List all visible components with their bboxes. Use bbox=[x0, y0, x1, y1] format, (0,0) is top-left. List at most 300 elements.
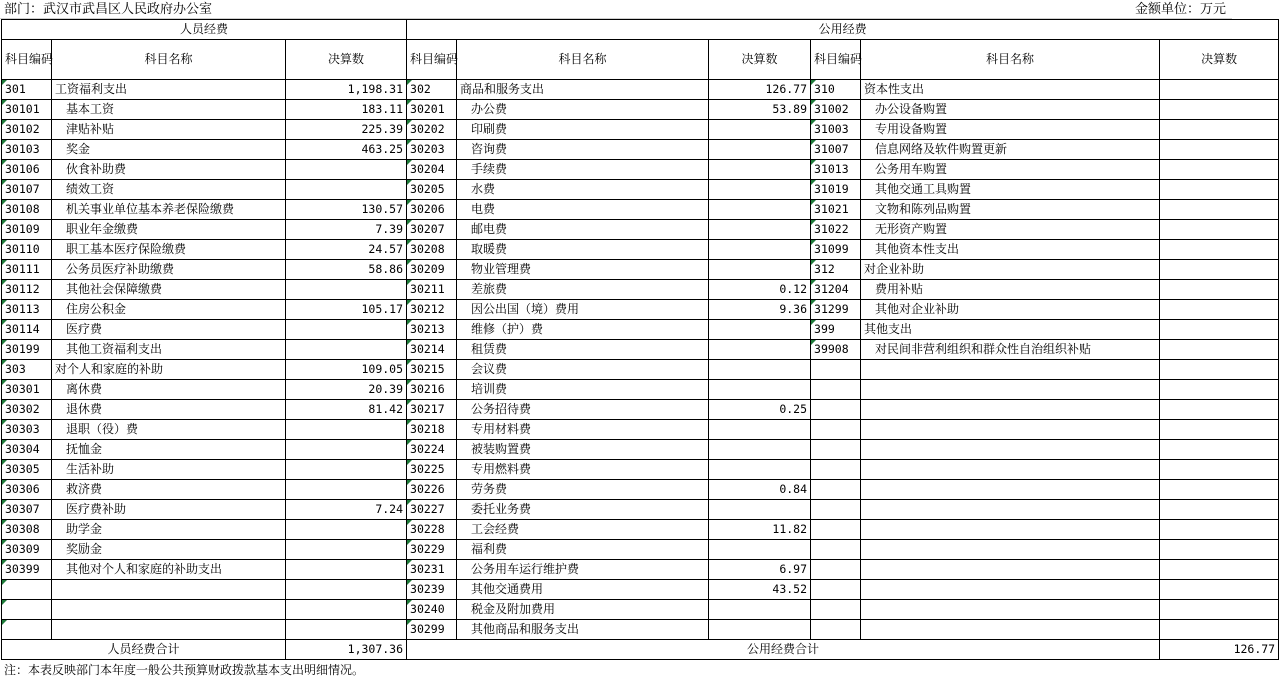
account-name-cell bbox=[52, 600, 286, 620]
amount-cell: 58.86 bbox=[286, 260, 407, 280]
account-code-cell: 31299 bbox=[811, 300, 861, 320]
amount-cell bbox=[1160, 260, 1279, 280]
account-code-cell bbox=[2, 620, 52, 640]
account-code-cell: 30228 bbox=[407, 520, 457, 540]
personnel-total-label: 人员经费合计 bbox=[2, 640, 286, 660]
unit-label: 金额单位：万元 bbox=[1134, 2, 1226, 17]
amount-cell bbox=[709, 440, 811, 460]
table-row bbox=[2, 440, 1279, 460]
table-row bbox=[2, 240, 1279, 260]
account-name-cell: 培训费 bbox=[457, 380, 709, 400]
account-code-cell: 30215 bbox=[407, 360, 457, 380]
amount-cell bbox=[1160, 480, 1279, 500]
account-code-cell: 30302 bbox=[2, 400, 52, 420]
amount-cell bbox=[286, 520, 407, 540]
account-name-cell: 福利费 bbox=[457, 540, 709, 560]
account-code-cell: 30214 bbox=[407, 340, 457, 360]
account-name-cell bbox=[861, 540, 1160, 560]
account-name-cell: 取暖费 bbox=[457, 240, 709, 260]
account-code-cell bbox=[811, 540, 861, 560]
table-row bbox=[2, 120, 1279, 140]
table-row bbox=[2, 260, 1279, 280]
account-code-cell: 30218 bbox=[407, 420, 457, 440]
table-row bbox=[2, 140, 1279, 160]
account-name-cell: 会议费 bbox=[457, 360, 709, 380]
amount-cell: 109.05 bbox=[286, 360, 407, 380]
account-code-cell: 30240 bbox=[407, 600, 457, 620]
amount-cell: 130.57 bbox=[286, 200, 407, 220]
account-name-cell bbox=[861, 380, 1160, 400]
account-name-cell: 医疗费补助 bbox=[52, 500, 286, 520]
account-code-cell bbox=[811, 420, 861, 440]
table-row bbox=[2, 620, 1279, 640]
amount-cell bbox=[1160, 460, 1279, 480]
department-label: 部门：武汉市武昌区人民政府办公室 bbox=[4, 2, 213, 17]
account-code-cell: 30306 bbox=[2, 480, 52, 500]
account-code-cell: 30103 bbox=[2, 140, 52, 160]
account-code-cell bbox=[811, 600, 861, 620]
table-row bbox=[2, 560, 1279, 580]
account-name-cell bbox=[861, 400, 1160, 420]
account-code-cell: 30102 bbox=[2, 120, 52, 140]
account-code-cell: 30226 bbox=[407, 480, 457, 500]
account-name-cell: 其他支出 bbox=[861, 320, 1160, 340]
amount-cell bbox=[709, 260, 811, 280]
account-code-cell bbox=[811, 440, 861, 460]
account-name-cell: 办公设备购置 bbox=[861, 100, 1160, 120]
amount-cell: 43.52 bbox=[709, 580, 811, 600]
amount-cell bbox=[709, 320, 811, 340]
table-row bbox=[2, 520, 1279, 540]
account-name-cell: 退职（役）费 bbox=[52, 420, 286, 440]
account-name-cell: 助学金 bbox=[52, 520, 286, 540]
account-code-cell: 30239 bbox=[407, 580, 457, 600]
account-code-cell: 30225 bbox=[407, 460, 457, 480]
table-row bbox=[2, 500, 1279, 520]
account-code-cell bbox=[811, 480, 861, 500]
account-code-cell: 312 bbox=[811, 260, 861, 280]
col-code-header: 科目编码 bbox=[2, 40, 52, 80]
column-header-row bbox=[2, 40, 1279, 80]
col-name-header: 科目名称 bbox=[457, 40, 709, 80]
account-name-cell: 奖励金 bbox=[52, 540, 286, 560]
account-name-cell bbox=[861, 420, 1160, 440]
account-name-cell bbox=[861, 360, 1160, 380]
account-code-cell: 31099 bbox=[811, 240, 861, 260]
amount-cell bbox=[286, 600, 407, 620]
account-name-cell: 专用燃料费 bbox=[457, 460, 709, 480]
amount-cell bbox=[286, 560, 407, 580]
personnel-total-amount: 1,307.36 bbox=[286, 640, 407, 660]
table-row bbox=[2, 540, 1279, 560]
amount-cell: 463.25 bbox=[286, 140, 407, 160]
account-code-cell: 31019 bbox=[811, 180, 861, 200]
footnote: 注：本表反映部门本年度一般公共预算财政拨款基本支出明细情况。 bbox=[4, 663, 365, 677]
account-code-cell bbox=[811, 460, 861, 480]
account-code-cell: 31007 bbox=[811, 140, 861, 160]
account-code-cell: 30307 bbox=[2, 500, 52, 520]
account-name-cell: 其他商品和服务支出 bbox=[457, 620, 709, 640]
account-code-cell bbox=[811, 380, 861, 400]
amount-cell: 81.42 bbox=[286, 400, 407, 420]
amount-cell bbox=[1160, 200, 1279, 220]
amount-cell bbox=[1160, 620, 1279, 640]
account-code-cell: 31021 bbox=[811, 200, 861, 220]
amount-cell bbox=[1160, 160, 1279, 180]
account-name-cell: 退休费 bbox=[52, 400, 286, 420]
account-code-cell: 30303 bbox=[2, 420, 52, 440]
account-code-cell: 399 bbox=[811, 320, 861, 340]
account-name-cell: 其他社会保障缴费 bbox=[52, 280, 286, 300]
account-name-cell: 咨询费 bbox=[457, 140, 709, 160]
col-amount-header: 决算数 bbox=[709, 40, 811, 80]
account-name-cell: 委托业务费 bbox=[457, 500, 709, 520]
amount-cell bbox=[1160, 120, 1279, 140]
section-public-header: 公用经费 bbox=[407, 20, 1279, 40]
amount-cell bbox=[709, 500, 811, 520]
public-total-amount: 126.77 bbox=[1160, 640, 1279, 660]
account-name-cell: 其他交通工具购置 bbox=[861, 180, 1160, 200]
amount-cell: 225.39 bbox=[286, 120, 407, 140]
account-code-cell bbox=[811, 520, 861, 540]
account-name-cell: 公务用车购置 bbox=[861, 160, 1160, 180]
table-row bbox=[2, 300, 1279, 320]
account-code-cell bbox=[811, 500, 861, 520]
account-name-cell bbox=[861, 560, 1160, 580]
account-code-cell: 301 bbox=[2, 80, 52, 100]
amount-cell: 0.84 bbox=[709, 480, 811, 500]
amount-cell bbox=[1160, 340, 1279, 360]
account-code-cell: 30109 bbox=[2, 220, 52, 240]
account-code-cell: 30107 bbox=[2, 180, 52, 200]
amount-cell bbox=[1160, 540, 1279, 560]
account-name-cell: 伙食补助费 bbox=[52, 160, 286, 180]
table-row bbox=[2, 480, 1279, 500]
col-name-header: 科目名称 bbox=[861, 40, 1160, 80]
account-name-cell: 其他对个人和家庭的补助支出 bbox=[52, 560, 286, 580]
account-name-cell: 劳务费 bbox=[457, 480, 709, 500]
amount-cell bbox=[709, 600, 811, 620]
table-row bbox=[2, 460, 1279, 480]
amount-cell bbox=[709, 380, 811, 400]
table-row bbox=[2, 160, 1279, 180]
account-name-cell: 医疗费 bbox=[52, 320, 286, 340]
table-row bbox=[2, 420, 1279, 440]
amount-cell bbox=[709, 120, 811, 140]
account-name-cell: 离休费 bbox=[52, 380, 286, 400]
amount-cell: 9.36 bbox=[709, 300, 811, 320]
account-name-cell: 其他交通费用 bbox=[457, 580, 709, 600]
account-code-cell: 30399 bbox=[2, 560, 52, 580]
amount-cell: 0.12 bbox=[709, 280, 811, 300]
amount-cell bbox=[1160, 380, 1279, 400]
amount-cell bbox=[1160, 360, 1279, 380]
account-name-cell: 邮电费 bbox=[457, 220, 709, 240]
amount-cell bbox=[1160, 180, 1279, 200]
account-code-cell: 30211 bbox=[407, 280, 457, 300]
account-name-cell: 基本工资 bbox=[52, 100, 286, 120]
account-code-cell: 31013 bbox=[811, 160, 861, 180]
account-code-cell: 30114 bbox=[2, 320, 52, 340]
amount-cell bbox=[1160, 320, 1279, 340]
account-code-cell: 30212 bbox=[407, 300, 457, 320]
account-name-cell: 机关事业单位基本养老保险缴费 bbox=[52, 200, 286, 220]
account-code-cell: 31003 bbox=[811, 120, 861, 140]
account-code-cell: 30213 bbox=[407, 320, 457, 340]
account-name-cell: 其他工资福利支出 bbox=[52, 340, 286, 360]
account-name-cell: 电费 bbox=[457, 200, 709, 220]
account-name-cell bbox=[861, 620, 1160, 640]
account-name-cell bbox=[861, 520, 1160, 540]
account-name-cell: 专用材料费 bbox=[457, 420, 709, 440]
table-row bbox=[2, 100, 1279, 120]
table-row bbox=[2, 280, 1279, 300]
amount-cell bbox=[1160, 440, 1279, 460]
account-code-cell bbox=[811, 560, 861, 580]
expenditure-table bbox=[1, 19, 1279, 660]
account-code-cell: 30224 bbox=[407, 440, 457, 460]
account-name-cell: 商品和服务支出 bbox=[457, 80, 709, 100]
table-row bbox=[2, 360, 1279, 380]
table-row bbox=[2, 400, 1279, 420]
account-name-cell: 手续费 bbox=[457, 160, 709, 180]
account-code-cell: 31022 bbox=[811, 220, 861, 240]
account-code-cell: 30299 bbox=[407, 620, 457, 640]
account-code-cell: 30229 bbox=[407, 540, 457, 560]
amount-cell bbox=[709, 620, 811, 640]
table-row bbox=[2, 80, 1279, 100]
account-name-cell bbox=[52, 620, 286, 640]
amount-cell bbox=[1160, 420, 1279, 440]
account-name-cell: 文物和陈列品购置 bbox=[861, 200, 1160, 220]
amount-cell bbox=[1160, 220, 1279, 240]
account-name-cell: 对个人和家庭的补助 bbox=[52, 360, 286, 380]
amount-cell: 1,198.31 bbox=[286, 80, 407, 100]
amount-cell bbox=[1160, 240, 1279, 260]
account-code-cell: 30101 bbox=[2, 100, 52, 120]
account-code-cell: 302 bbox=[407, 80, 457, 100]
amount-cell: 0.25 bbox=[709, 400, 811, 420]
amount-cell bbox=[1160, 600, 1279, 620]
col-amount-header: 决算数 bbox=[286, 40, 407, 80]
account-name-cell: 资本性支出 bbox=[861, 80, 1160, 100]
amount-cell bbox=[709, 540, 811, 560]
account-name-cell: 税金及附加费用 bbox=[457, 600, 709, 620]
amount-cell bbox=[1160, 80, 1279, 100]
account-code-cell: 30206 bbox=[407, 200, 457, 220]
account-name-cell: 工会经费 bbox=[457, 520, 709, 540]
account-code-cell bbox=[811, 620, 861, 640]
account-name-cell: 津贴补贴 bbox=[52, 120, 286, 140]
account-name-cell bbox=[861, 600, 1160, 620]
account-name-cell bbox=[861, 460, 1160, 480]
account-code-cell: 31204 bbox=[811, 280, 861, 300]
amount-cell bbox=[1160, 520, 1279, 540]
col-code-header: 科目编码 bbox=[407, 40, 457, 80]
amount-cell bbox=[1160, 100, 1279, 120]
amount-cell bbox=[286, 280, 407, 300]
amount-cell bbox=[286, 460, 407, 480]
account-code-cell bbox=[2, 580, 52, 600]
col-code-header: 科目编码 bbox=[811, 40, 861, 80]
account-code-cell: 30209 bbox=[407, 260, 457, 280]
account-name-cell: 被装购置费 bbox=[457, 440, 709, 460]
account-name-cell: 水费 bbox=[457, 180, 709, 200]
section-personnel-header: 人员经费 bbox=[2, 20, 407, 40]
amount-cell bbox=[286, 440, 407, 460]
account-name-cell: 绩效工资 bbox=[52, 180, 286, 200]
account-code-cell: 30205 bbox=[407, 180, 457, 200]
account-name-cell: 专用设备购置 bbox=[861, 120, 1160, 140]
account-name-cell: 公务招待费 bbox=[457, 400, 709, 420]
col-amount-header: 决算数 bbox=[1160, 40, 1279, 80]
total-row bbox=[2, 640, 1279, 660]
account-code-cell: 30308 bbox=[2, 520, 52, 540]
amount-cell bbox=[1160, 140, 1279, 160]
account-name-cell: 职业年金缴费 bbox=[52, 220, 286, 240]
account-code-cell: 30217 bbox=[407, 400, 457, 420]
account-code-cell: 30110 bbox=[2, 240, 52, 260]
account-name-cell: 其他对企业补助 bbox=[861, 300, 1160, 320]
account-name-cell bbox=[861, 580, 1160, 600]
account-name-cell: 因公出国（境）费用 bbox=[457, 300, 709, 320]
col-name-header: 科目名称 bbox=[52, 40, 286, 80]
table-row bbox=[2, 600, 1279, 620]
amount-cell: 105.17 bbox=[286, 300, 407, 320]
amount-cell: 7.24 bbox=[286, 500, 407, 520]
public-total-label: 公用经费合计 bbox=[407, 640, 1160, 660]
table-row bbox=[2, 200, 1279, 220]
amount-cell bbox=[709, 460, 811, 480]
account-code-cell: 30199 bbox=[2, 340, 52, 360]
amount-cell bbox=[709, 140, 811, 160]
amount-cell: 183.11 bbox=[286, 100, 407, 120]
account-code-cell: 30106 bbox=[2, 160, 52, 180]
table-row bbox=[2, 180, 1279, 200]
account-name-cell: 对民间非营利组织和群众性自治组织补贴 bbox=[861, 340, 1160, 360]
account-code-cell: 39908 bbox=[811, 340, 861, 360]
amount-cell bbox=[286, 160, 407, 180]
account-code-cell: 30203 bbox=[407, 140, 457, 160]
amount-cell bbox=[1160, 280, 1279, 300]
amount-cell: 53.89 bbox=[709, 100, 811, 120]
amount-cell bbox=[286, 320, 407, 340]
account-code-cell: 30207 bbox=[407, 220, 457, 240]
account-name-cell: 奖金 bbox=[52, 140, 286, 160]
account-name-cell: 其他资本性支出 bbox=[861, 240, 1160, 260]
amount-cell: 126.77 bbox=[709, 80, 811, 100]
table-row bbox=[2, 220, 1279, 240]
amount-cell bbox=[709, 200, 811, 220]
amount-cell: 7.39 bbox=[286, 220, 407, 240]
amount-cell bbox=[709, 220, 811, 240]
account-code-cell: 30108 bbox=[2, 200, 52, 220]
amount-cell bbox=[286, 580, 407, 600]
amount-cell bbox=[1160, 300, 1279, 320]
table-row bbox=[2, 320, 1279, 340]
account-name-cell: 费用补贴 bbox=[861, 280, 1160, 300]
table-row bbox=[2, 380, 1279, 400]
account-code-cell: 30304 bbox=[2, 440, 52, 460]
account-name-cell: 生活补助 bbox=[52, 460, 286, 480]
account-code-cell: 30111 bbox=[2, 260, 52, 280]
account-code-cell: 31002 bbox=[811, 100, 861, 120]
amount-cell bbox=[286, 420, 407, 440]
account-name-cell: 印刷费 bbox=[457, 120, 709, 140]
account-name-cell: 公务员医疗补助缴费 bbox=[52, 260, 286, 280]
account-code-cell bbox=[811, 360, 861, 380]
account-code-cell: 30301 bbox=[2, 380, 52, 400]
account-name-cell: 差旅费 bbox=[457, 280, 709, 300]
amount-cell bbox=[286, 340, 407, 360]
amount-cell bbox=[709, 180, 811, 200]
account-name-cell bbox=[861, 500, 1160, 520]
account-code-cell bbox=[811, 580, 861, 600]
account-name-cell: 住房公积金 bbox=[52, 300, 286, 320]
account-code-cell: 310 bbox=[811, 80, 861, 100]
account-code-cell: 30201 bbox=[407, 100, 457, 120]
account-code-cell: 30231 bbox=[407, 560, 457, 580]
amount-cell bbox=[709, 340, 811, 360]
amount-cell: 20.39 bbox=[286, 380, 407, 400]
amount-cell bbox=[286, 180, 407, 200]
amount-cell bbox=[1160, 400, 1279, 420]
amount-cell bbox=[286, 540, 407, 560]
amount-cell bbox=[286, 620, 407, 640]
account-code-cell bbox=[811, 400, 861, 420]
amount-cell bbox=[1160, 500, 1279, 520]
amount-cell bbox=[709, 420, 811, 440]
amount-cell bbox=[1160, 560, 1279, 580]
amount-cell bbox=[709, 360, 811, 380]
account-name-cell bbox=[861, 440, 1160, 460]
account-name-cell: 对企业补助 bbox=[861, 260, 1160, 280]
account-code-cell: 30112 bbox=[2, 280, 52, 300]
section-header-row bbox=[2, 20, 1279, 40]
table-row bbox=[2, 580, 1279, 600]
account-name-cell: 维修（护）费 bbox=[457, 320, 709, 340]
amount-cell: 24.57 bbox=[286, 240, 407, 260]
account-name-cell: 办公费 bbox=[457, 100, 709, 120]
account-name-cell bbox=[52, 580, 286, 600]
account-name-cell: 信息网络及软件购置更新 bbox=[861, 140, 1160, 160]
amount-cell: 6.97 bbox=[709, 560, 811, 580]
amount-cell: 11.82 bbox=[709, 520, 811, 540]
account-code-cell: 303 bbox=[2, 360, 52, 380]
amount-cell bbox=[709, 160, 811, 180]
account-code-cell bbox=[2, 600, 52, 620]
account-name-cell: 物业管理费 bbox=[457, 260, 709, 280]
amount-cell bbox=[709, 240, 811, 260]
account-name-cell: 公务用车运行维护费 bbox=[457, 560, 709, 580]
amount-cell bbox=[1160, 580, 1279, 600]
account-code-cell: 30309 bbox=[2, 540, 52, 560]
account-code-cell: 30208 bbox=[407, 240, 457, 260]
table-row bbox=[2, 340, 1279, 360]
account-code-cell: 30227 bbox=[407, 500, 457, 520]
account-name-cell: 救济费 bbox=[52, 480, 286, 500]
account-code-cell: 30305 bbox=[2, 460, 52, 480]
account-code-cell: 30202 bbox=[407, 120, 457, 140]
account-name-cell: 租赁费 bbox=[457, 340, 709, 360]
account-code-cell: 30204 bbox=[407, 160, 457, 180]
account-name-cell: 无形资产购置 bbox=[861, 220, 1160, 240]
account-name-cell bbox=[861, 480, 1160, 500]
account-code-cell: 30113 bbox=[2, 300, 52, 320]
amount-cell bbox=[286, 480, 407, 500]
account-name-cell: 抚恤金 bbox=[52, 440, 286, 460]
account-name-cell: 工资福利支出 bbox=[52, 80, 286, 100]
